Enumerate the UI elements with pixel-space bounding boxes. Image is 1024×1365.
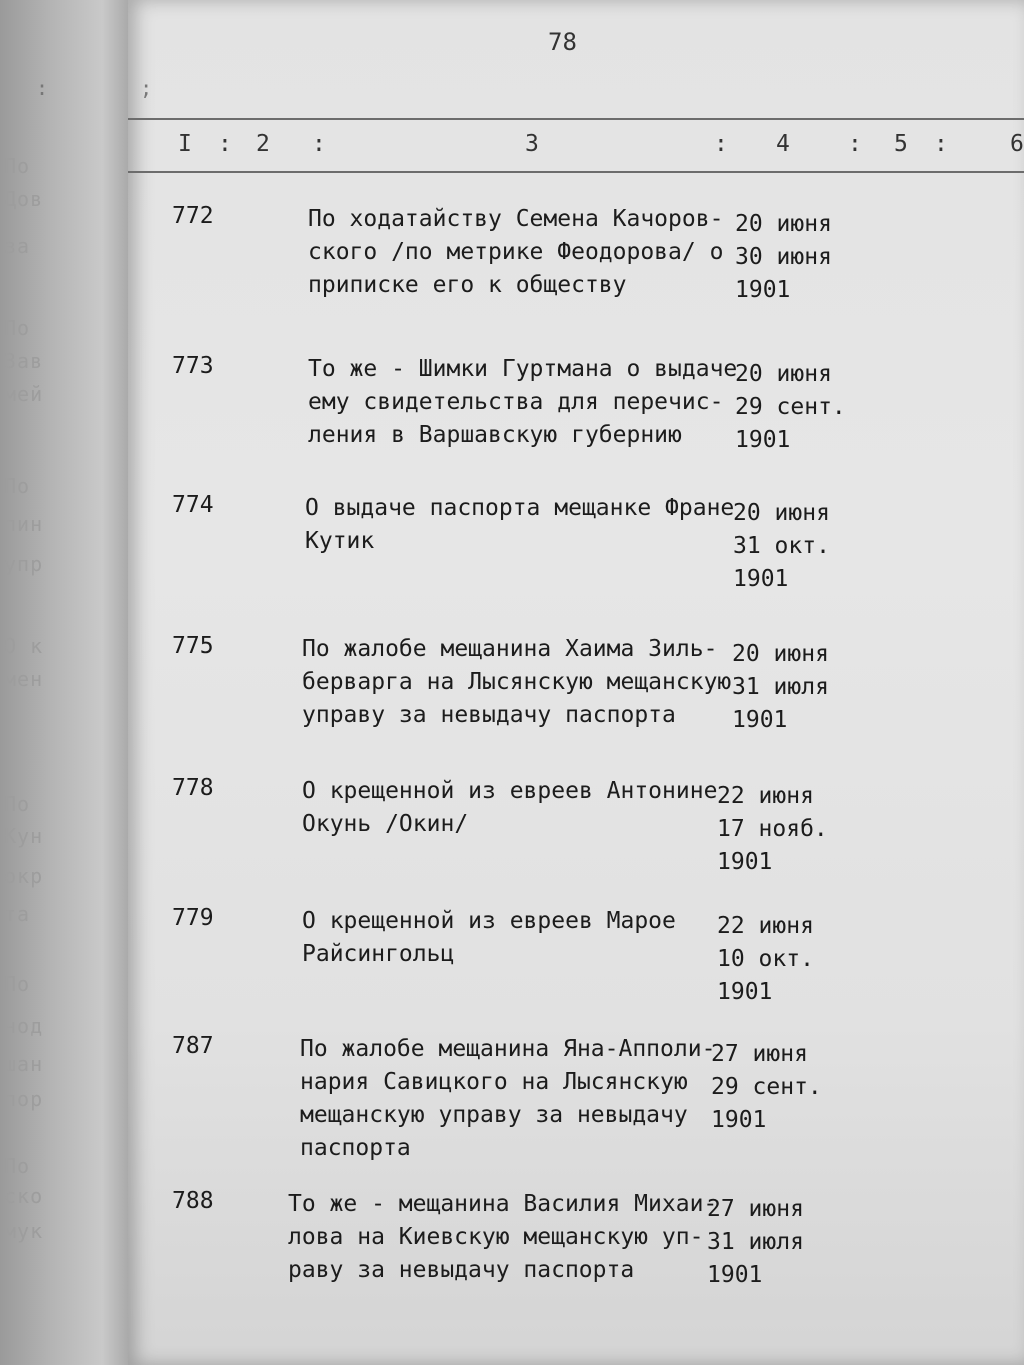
entry-dates (735, 358, 846, 457)
bleed-fragment: пор (4, 1087, 44, 1111)
header-rule-top (128, 118, 1024, 120)
entry-date: 20 июня (733, 500, 830, 526)
entry-year: 1901 (735, 427, 791, 453)
subject-line: О крещенной из евреев Антонине (302, 778, 718, 804)
column-header-I: I (178, 131, 192, 157)
entry-date: 31 июля (707, 1229, 804, 1255)
entry-number: 772 (172, 203, 214, 229)
subject-line: По ходатайству Семена Качоров- (308, 206, 724, 232)
bleed-fragment: та (4, 902, 31, 926)
subject-line: берварга на Лысянскую мещанскую (302, 669, 732, 695)
entry-subject (302, 905, 676, 971)
bleed-fragment: По (4, 972, 31, 996)
column-separator: : (714, 131, 728, 157)
entry-date: 27 июня (711, 1041, 808, 1067)
entry-dates (717, 780, 828, 879)
entry-number: 778 (172, 775, 214, 801)
entry-year: 1901 (717, 849, 773, 875)
header-rule-bottom (128, 171, 1024, 173)
subject-line: О выдаче паспорта мещанке Фране (305, 495, 735, 521)
subject-line: приписке его к обществу (308, 272, 627, 298)
bleed-fragment: за (4, 234, 31, 258)
entry-dates (707, 1193, 804, 1292)
subject-line: О крещенной из евреев Марое (302, 908, 676, 934)
binding-gutter (0, 0, 128, 1365)
entry-dates (732, 638, 829, 737)
bleed-fragment: По (4, 316, 31, 340)
entry-date: 10 окт. (717, 946, 814, 972)
subject-line: По жалобе мещанина Хаима Зиль- (302, 636, 718, 662)
entry-date: 20 июня (735, 361, 832, 387)
bleed-fragment: Кун (4, 824, 44, 848)
bleed-fragment: мук (4, 1219, 44, 1243)
column-header-6: 6 (1010, 131, 1024, 157)
bleed-fragment: По (4, 154, 31, 178)
bleed-fragment: О к (4, 634, 44, 658)
column-header-2: 2 (256, 131, 270, 157)
entry-dates (733, 497, 830, 596)
entry-number: 774 (172, 492, 214, 518)
subject-line: раву за невыдачу паспорта (288, 1257, 635, 1283)
entry-date: 31 июля (732, 674, 829, 700)
subject-line: лова на Киевскую мещанскую уп- (288, 1224, 704, 1250)
subject-line: То же - мещанина Василия Михаи- (288, 1191, 718, 1217)
entry-year: 1901 (733, 566, 789, 592)
subject-line: Окунь /Окин/ (302, 811, 469, 837)
entry-date: 27 июня (707, 1196, 804, 1222)
bleed-fragment: По (4, 792, 31, 816)
bleed-fragment: Дов (4, 187, 44, 211)
page-number: 78 (548, 28, 577, 56)
subject-line: ления в Варшавскую губернию (308, 422, 682, 448)
entry-year: 1901 (735, 277, 791, 303)
column-header-5: 5 (894, 131, 908, 157)
subject-line: мещанскую управу за невыдачу (300, 1102, 688, 1128)
entry-date: 22 июня (717, 783, 814, 809)
entry-subject (302, 775, 717, 841)
bleed-fragment: упр (4, 552, 44, 576)
entry-date: 20 июня (735, 211, 832, 237)
subject-line: нария Савицкого на Лысянскую (300, 1069, 688, 1095)
entry-number: 788 (172, 1188, 214, 1214)
entry-date: 29 сент. (735, 394, 846, 420)
bleed-fragment: мен (4, 667, 44, 691)
bleed-fragment: шан (4, 1052, 44, 1076)
entry-subject (305, 492, 734, 558)
entry-year: 1901 (707, 1262, 763, 1288)
subject-line: управу за невыдачу паспорта (302, 702, 676, 728)
entry-date: 22 июня (717, 913, 814, 939)
bleed-fragment: Зав (4, 349, 44, 373)
subject-line: ского /по метрике Феодорова/ о (308, 239, 724, 265)
subject-line: паспорта (300, 1135, 411, 1161)
bleed-fragment: нод (4, 1014, 44, 1038)
entry-number: 773 (172, 353, 214, 379)
bleed-fragment: По (4, 1154, 31, 1178)
entry-dates (735, 208, 832, 307)
subject-line: Кутик (305, 528, 375, 554)
subject-line: ему свидетельства для перечис- (308, 389, 724, 415)
entry-subject (308, 203, 723, 302)
bleed-fragment: пин (4, 512, 44, 536)
bleed-fragment: По (4, 474, 31, 498)
subject-line: Райсингольц (302, 941, 455, 967)
entry-subject (300, 1033, 715, 1165)
corner-marks: : ; (36, 76, 193, 100)
entry-date: 31 окт. (733, 533, 830, 559)
entry-date: 20 июня (732, 641, 829, 667)
entry-date: 30 июня (735, 244, 832, 270)
bleed-fragment: мей (4, 382, 44, 406)
entry-number: 779 (172, 905, 214, 931)
column-separator: : (312, 131, 326, 157)
subject-line: То же - Шимки Гуртмана о выдаче (308, 356, 738, 382)
bleed-fragment: окр (4, 864, 44, 888)
entry-year: 1901 (732, 707, 788, 733)
entry-number: 775 (172, 633, 214, 659)
column-separator: : (934, 131, 948, 157)
entry-subject (288, 1188, 717, 1287)
column-separator: : (848, 131, 862, 157)
entry-year: 1901 (717, 979, 773, 1005)
entry-subject (308, 353, 737, 452)
entry-dates (711, 1038, 822, 1137)
entry-number: 787 (172, 1033, 214, 1059)
column-header-3: 3 (525, 131, 539, 157)
entry-subject (302, 633, 731, 732)
column-separator: : (218, 131, 232, 157)
entry-dates (717, 910, 814, 1009)
subject-line: По жалобе мещанина Яна-Апполи- (300, 1036, 716, 1062)
bleed-fragment: ско (4, 1184, 44, 1208)
entry-date: 29 сент. (711, 1074, 822, 1100)
entry-date: 17 нояб. (717, 816, 828, 842)
entry-year: 1901 (711, 1107, 767, 1133)
column-header-4: 4 (776, 131, 790, 157)
